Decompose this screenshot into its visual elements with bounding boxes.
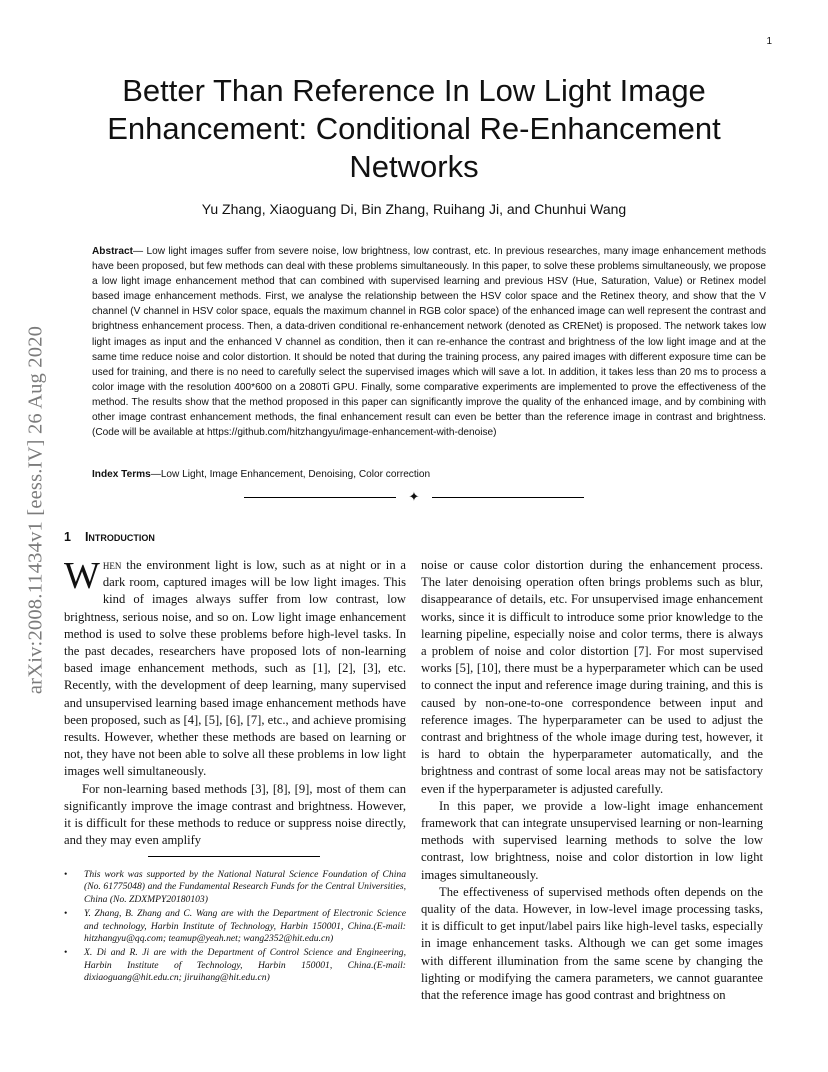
section-heading (64, 530, 155, 544)
lead-smallcaps: hen (102, 558, 122, 572)
index-terms (92, 469, 766, 480)
abstract-text: Low light images suffer from severe noise, low brightness, low contrast, etc. In previous researches, many image enhancement methods have been proposed, but few methods can deal with these problems simultaneously. In this paper, to solve these problems simultaneously, we propose a low light image enhancement method that can combined with supervised learning and previous HSV (Hue, Saturation, Value) or Retinex model based image enhancement methods. First, we analyse the relationship between the HSV color space and the Retinex theory, and show that the V channel (V channel in HSV color space, equals the maximum channel in RGB color space) of the enhanced image can well represent the contrast and brightness enhancement process. Then, a data-driven conditional re-enhancement network (denoted as CRENet) is proposed. The network takes low light images as input and the enhanced V channel as condition, then it can re-enhance the contrast and brightness of the low light image and at the same time reduce noise and color distortion. It should be noted that during the training process, any paired images with different exposure time can be used for training, and there is no need to carefully select the supervised images which will save a lot. In addition, it takes less than 20 ms to process a color image with the resolution 400*600 on a 2080Ti GPU. Finally, some comparative experiments are implemented to prove the effectiveness of the method. The results show that the method proposed in this paper can significantly improve the quality of the enhanced image, and by combining with other image contrast enhancement methods, the final enhancement result can even be better than the reference image in contrast and brightness. (Code will be available at https://github.com/hitzhangyu/image-enhancement-with-denoise) (92, 246, 766, 439)
author-list: Yu Zhang, Xiaoguang Di, Bin Zhang, Ruihang Ji, and Chunhui Wang (201, 201, 627, 217)
right-column (421, 557, 763, 1004)
bullet-icon: • (64, 908, 68, 920)
section-number: 1 (64, 530, 71, 544)
footnotes (64, 869, 406, 987)
intro-paragraph-1-text: the environment light is low, such as at night or in a dark room, captured images will be low light images. This kind of images always suffer from low contrast, low brightness, serious noise, and so on. Low light image enhancement method is used to solve these problems before high-level tasks. In the past decades, researchers have proposed lots of non-learning based image enhancement methods, such as [1], [2], [3], etc. Recently, with the development of deep learning, many supervised and unsupervised learning based image enhancement methods have been proposed, such as [4], [5], [6], [7], etc., and achieve promising results. However, whether these methods are based on learning or not, they have not been able to solve all these problems in low light images well simultaneously. (64, 558, 406, 779)
intro-paragraph-4: In this paper, we provide a low-light image enhancement framework that can integrate unsupervised learning or non-learning methods with supervised learning methods to solve the low contrast, low brightness, noise and color distortion in low light images simultaneously. (421, 798, 763, 882)
footnote-item (64, 908, 406, 945)
footnote-text: This work was supported by the National Natural Science Foundation of China (No. 61775048) and the Fundamental Research Funds for the Central Universities, China (No. ZDXMPY20180103) (84, 869, 406, 905)
arxiv-identifier-stamp (22, 280, 50, 740)
footnote-item (64, 869, 406, 906)
index-terms-text: —Low Light, Image Enhancement, Denoising, Color correction (150, 469, 431, 480)
left-column (64, 557, 406, 849)
bullet-icon: • (64, 869, 68, 880)
intro-paragraph-3: noise or cause color distortion during the enhancement process. The later denoising operation often brings problems such as blur, disappearance of details, etc. For unsupervised image enhancement works, since it is difficult to introduce some prior knowledge to the learning pipeline, especially noise and color terms, there is always a problem of noise and color distortion [7]. For most supervised works [5], [10], there must be a hyperparameter which can be used to connect the input and reference image during training, and this is caused by non-one-to-one correspondence between input and reference images. The hyperparameter can be used to adjust the contrast and brightness of the whole image during test, however, it is hard to obtain the hyperparameter automatically, and the brightness and contrast of some local areas may not be satisfactory even if the hyperparameter is adjusted carefully. (421, 558, 763, 796)
section-separator (244, 489, 584, 505)
footnote-text: X. Di and R. Ji are with the Department of Control Science and Engineering, Harbin Institute of Technology, Harbin 150001, China.(E-mail: dixiaoguang@hit.edu.cn; jiruihang@hit.edu.cn) (84, 947, 406, 984)
separator-diamond-icon: ✦ (408, 489, 420, 504)
drop-cap: W (64, 555, 100, 597)
section-title: Introduction (84, 530, 155, 544)
paper-title: Better Than Reference In Low Light Image Enhancement: Conditional Re-Enhancement Networks (107, 73, 721, 184)
page-number: 1 (766, 36, 772, 47)
intro-paragraph-5: The effectiveness of supervised methods often depends on the quality of the data. However, in low-level image processing tasks, it is difficult to get input/label pairs like high-level tasks, especially in image enhancement tasks. Although we can get some images with different illumination from the same scene by changing the lighting or modifying the camera parameters, we cannot guarantee that the reference image has good contrast and brightness on (421, 884, 763, 1003)
abstract (92, 244, 766, 440)
intro-paragraph-2: For non-learning based methods [3], [8], [9], most of them can significantly improve the image contrast and brightness. However, it is difficult for these methods to reduce or suppress noise directly, and they may even amplify (64, 781, 406, 848)
arxiv-identifier-text: arXiv:2008.11434v1 [eess.IV] 26 Aug 2020 (24, 325, 47, 695)
separator-line-right (432, 497, 584, 498)
abstract-label: Abstract (92, 246, 133, 257)
separator-line-left (244, 497, 396, 498)
footnote-text: Y. Zhang, B. Zhang and C. Wang are with the Department of Electronic Science and technology, Harbin Institute of Technology, Harbin 150001, China.(E-mail: hitzhangyu@qq.com; teamup@yeah.net; wang2352@hit.edu.cn) (84, 908, 406, 945)
index-terms-label: Index Terms (92, 469, 151, 480)
abstract-dash: — (132, 246, 144, 257)
bullet-icon: • (64, 947, 68, 959)
footnote-item (64, 947, 406, 984)
intro-paragraph-1 (64, 557, 406, 781)
footnote-rule (148, 856, 320, 857)
